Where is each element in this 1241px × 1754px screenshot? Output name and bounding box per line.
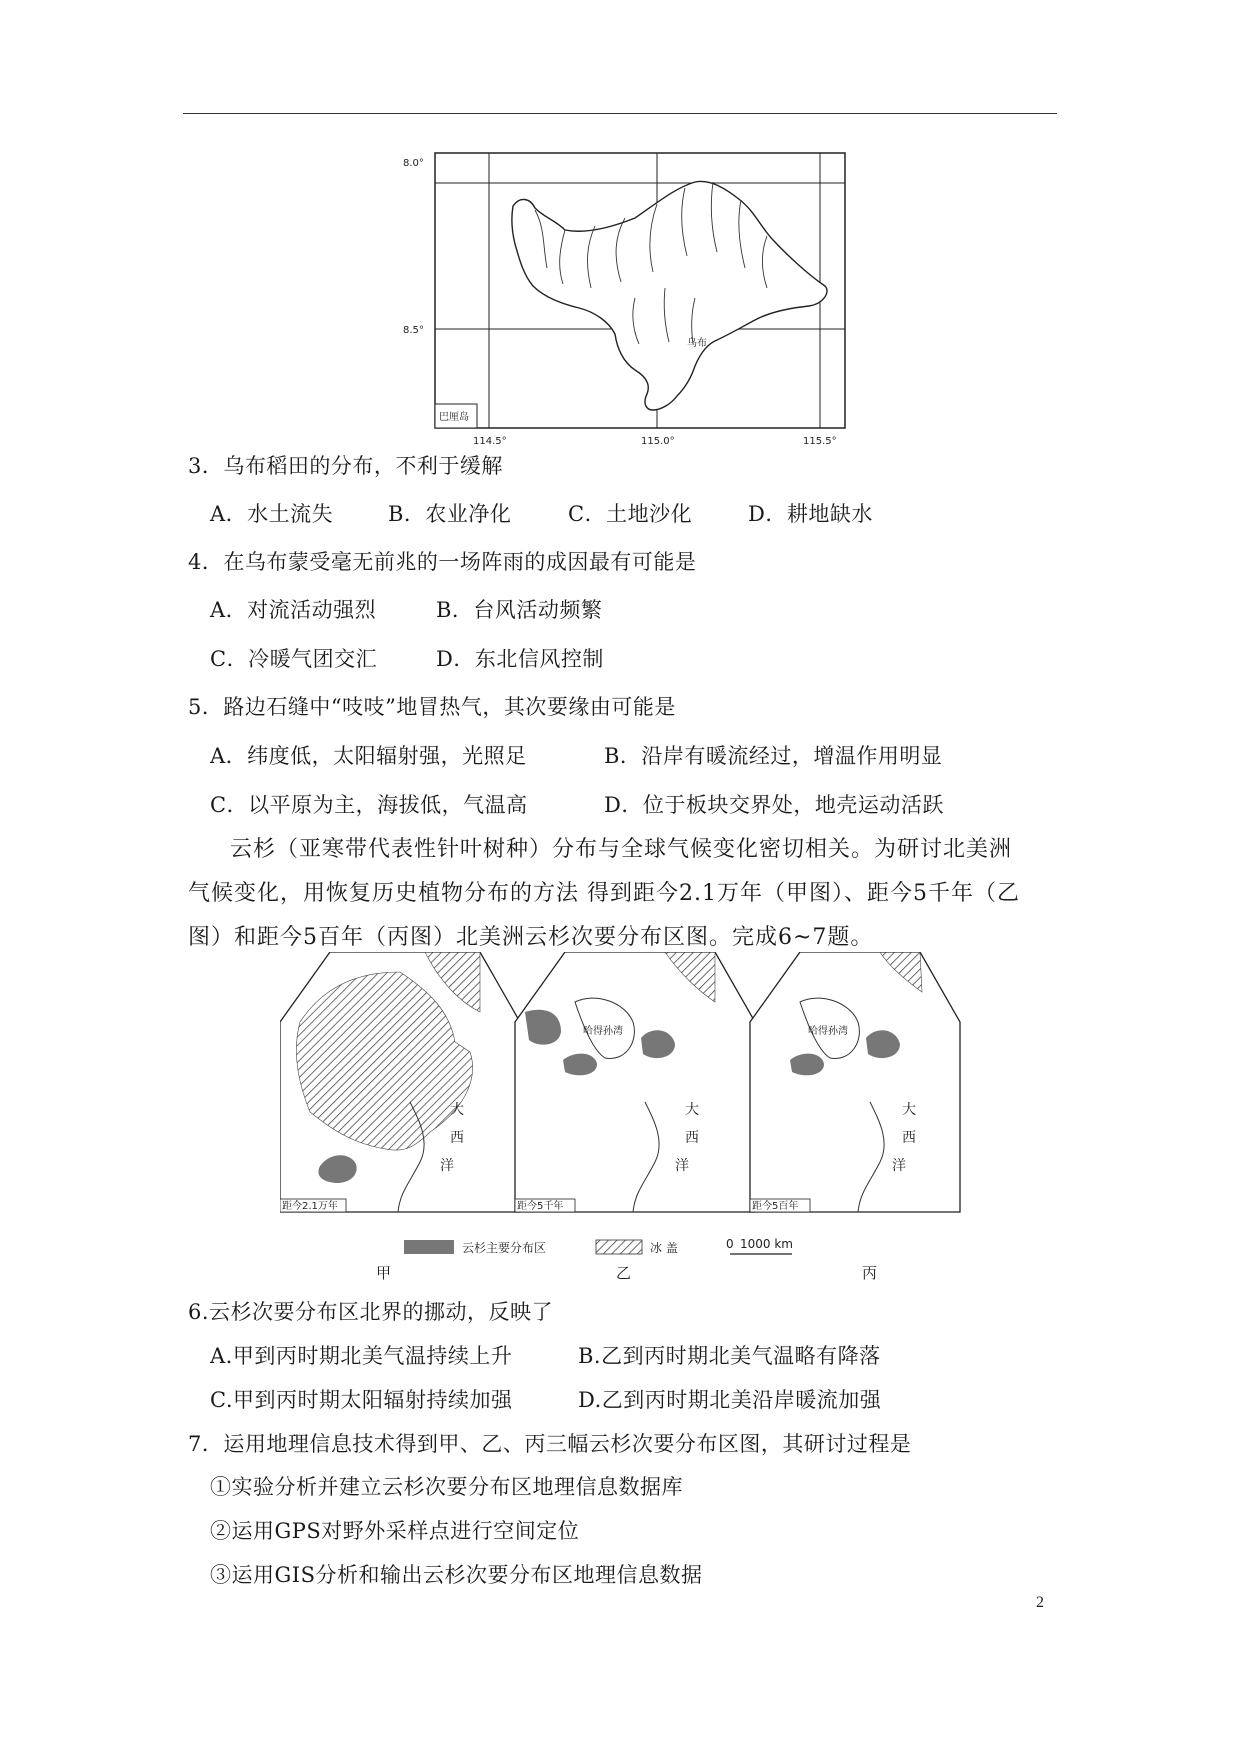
map-panel-bing xyxy=(750,952,960,1212)
passage-line-3: 图）和距今5百年（丙图）北美洲云杉次要分布区图。完成6~7题。 xyxy=(188,925,874,950)
header-rule xyxy=(183,113,1057,114)
q7-item-2: ②运用GPS对野外采样点进行空间定位 xyxy=(210,1519,580,1543)
q7-item-1: ①实验分析并建立云杉次要分布区地理信息数据库 xyxy=(210,1475,683,1499)
q6-option-a: A.甲到丙时期北美气温持续上升 xyxy=(210,1344,513,1368)
caption-jia: 甲 xyxy=(376,1264,392,1282)
bali-coastline xyxy=(512,181,827,410)
page-number: 2 xyxy=(1036,1594,1044,1611)
q4-option-c: C．冷暖气团交汇 xyxy=(210,647,378,671)
ubud-label: 乌布 xyxy=(687,338,707,349)
lat-label-8-5: 8.5° xyxy=(403,325,424,336)
lon-label-114-5: 114.5° xyxy=(473,436,507,447)
lon-label-115-5: 115.5° xyxy=(803,436,837,447)
map-legend xyxy=(400,1236,840,1258)
q3-option-a: A．水土流失 xyxy=(210,502,334,526)
legend-spruce-swatch xyxy=(404,1240,454,1254)
lat-label-8-0: 8.0° xyxy=(403,158,424,169)
svg-text:大: 大 xyxy=(685,1102,699,1118)
q5-option-c: C．以平原为主，海拔低，气温高 xyxy=(210,793,528,817)
island-label: 巴厘岛 xyxy=(439,412,469,423)
q6-stem: 6.云杉次要分布区北界的挪动，反映了 xyxy=(188,1300,554,1324)
spruce-area-bing-1 xyxy=(790,1054,824,1076)
q7-item-3: ③运用GIS分析和输出云杉次要分布区地理信息数据 xyxy=(210,1563,703,1587)
q5-option-a: A．纬度低，太阳辐射强，光照足 xyxy=(210,744,527,768)
caption-yi: 乙 xyxy=(616,1264,632,1282)
q6-option-d: D.乙到丙时期北美沿岸暖流加强 xyxy=(578,1388,882,1412)
q4-option-b: B．台风活动频繁 xyxy=(436,598,603,622)
q5-option-b: B．沿岸有暖流经过，增温作用明显 xyxy=(604,744,943,768)
passage xyxy=(188,828,1088,960)
bay-label-yi: 哈得孙湾 xyxy=(583,1026,623,1037)
passage-line-2: 气候变化，用恢复历史植物分布的方法 得到距今2.1万年（甲图）、距今5千年（乙 xyxy=(188,881,1020,906)
q4-option-d: D．东北信风控制 xyxy=(436,647,604,671)
period-label-bing: 距今5百年 xyxy=(752,1201,799,1212)
svg-text:西: 西 xyxy=(902,1130,916,1146)
legend-ice-label: 冰 盖 xyxy=(650,1241,678,1255)
svg-text:洋: 洋 xyxy=(892,1158,906,1174)
q3-stem: 3．乌布稻田的分布，不利于缓解 xyxy=(188,454,503,478)
q4-option-a: A．对流活动强烈 xyxy=(210,598,377,622)
svg-text:大: 大 xyxy=(450,1102,464,1118)
q6-option-b: B.乙到丙时期北美气温略有降落 xyxy=(578,1344,881,1368)
legend-spruce-label: 云杉主要分布区 xyxy=(462,1241,547,1255)
scale-text: 1000 km xyxy=(740,1237,793,1251)
bali-map xyxy=(395,148,855,448)
bay-label-bing: 哈得孙湾 xyxy=(808,1026,848,1037)
svg-text:西: 西 xyxy=(450,1130,464,1146)
svg-text:西: 西 xyxy=(685,1130,699,1146)
q5-stem: 5．路边石缝中“吱吱”地冒热气，其次要缘由可能是 xyxy=(188,695,676,719)
q4-stem: 4．在乌布蒙受毫无前兆的一场阵雨的成因最有可能是 xyxy=(188,550,697,574)
svg-text:大: 大 xyxy=(902,1102,916,1118)
map-panel-jia xyxy=(280,952,520,1212)
q5-option-d: D．位于板块交界处，地壳运动活跃 xyxy=(604,793,944,817)
caption-bing: 丙 xyxy=(862,1264,878,1282)
q7-stem: 7．运用地理信息技术得到甲、乙、丙三幅云杉次要分布区图，其研讨过程是 xyxy=(188,1432,912,1456)
q3-option-c: C．土地沙化 xyxy=(568,502,693,526)
lon-label-115-0: 115.0° xyxy=(641,436,675,447)
q3-option-b: B．农业净化 xyxy=(388,502,512,526)
passage-line-1: 云杉（亚寒带代表性针叶树种）分布与全球气候变化密切相关。为研讨北美洲 xyxy=(230,837,1013,862)
scale-zero: 0 xyxy=(726,1237,734,1251)
svg-text:洋: 洋 xyxy=(440,1158,454,1174)
north-america-maps xyxy=(280,952,970,1232)
period-label-yi: 距今5千年 xyxy=(517,1201,564,1212)
svg-text:洋: 洋 xyxy=(675,1158,689,1174)
legend-ice-swatch xyxy=(596,1240,642,1254)
map-panel-yi xyxy=(515,952,755,1212)
period-label-jia: 距今2.1万年 xyxy=(282,1201,338,1212)
spruce-area-yi-2 xyxy=(563,1054,597,1076)
q6-option-c: C.甲到丙时期太阳辐射持续加强 xyxy=(210,1388,513,1412)
q3-option-d: D．耕地缺水 xyxy=(748,502,873,526)
